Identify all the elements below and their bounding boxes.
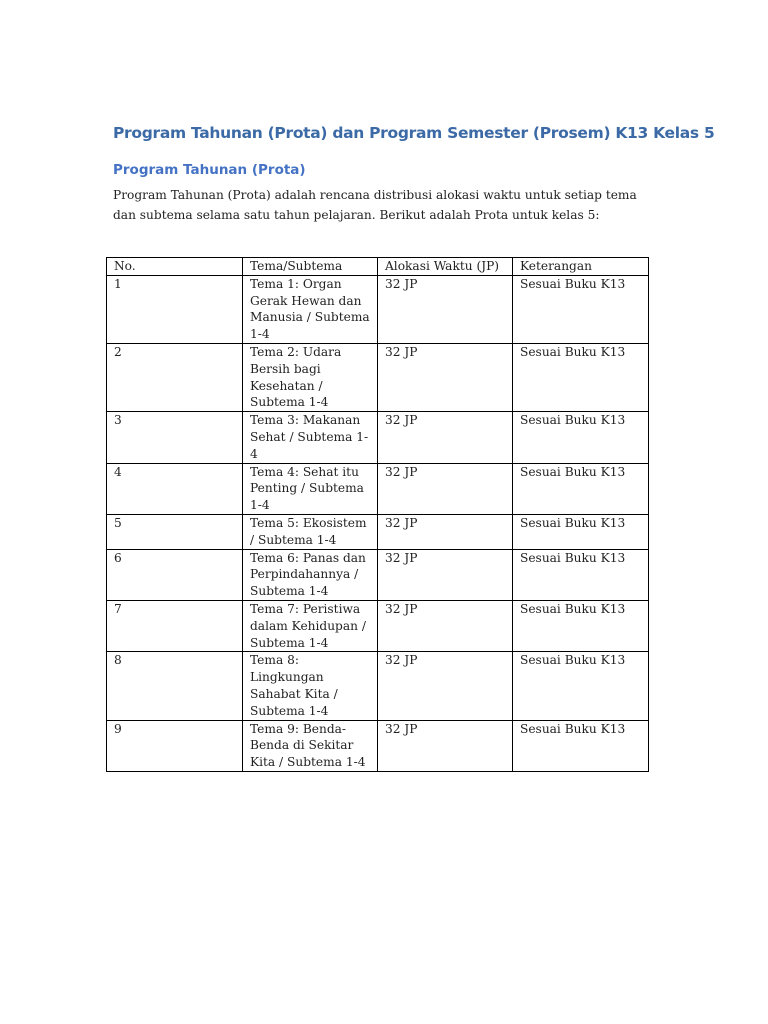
cell-keterangan: Sesuai Buku K13 [513,343,649,411]
cell-no: 7 [107,600,243,651]
cell-keterangan: Sesuai Buku K13 [513,412,649,463]
cell-no: 6 [107,549,243,600]
cell-tema: Tema 1: Organ Gerak Hewan dan Manusia / Subtema 1-4 [243,275,378,343]
table-header-row [107,258,649,276]
table-row [107,652,649,720]
cell-keterangan: Sesuai Buku K13 [513,600,649,651]
prota-table [106,257,649,772]
header-cell-no: No. [107,258,243,276]
cell-keterangan: Sesuai Buku K13 [513,652,649,720]
table-row [107,720,649,771]
table-row [107,600,649,651]
table-row [107,275,649,343]
table-row [107,412,649,463]
cell-tema: Tema 5: Ekosistem / Subtema 1-4 [243,514,378,549]
cell-no: 9 [107,720,243,771]
intro-paragraph: Program Tahunan (Prota) adalah rencana distribusi alokasi waktu untuk setiap tema dan subtema selama satu tahun pelajaran. Berikut adalah Prota untuk kelas 5: [113,188,637,222]
cell-no: 2 [107,343,243,411]
cell-tema: Tema 2: Udara Bersih bagi Kesehatan / Subtema 1-4 [243,343,378,411]
cell-tema: Tema 4: Sehat itu Penting / Subtema 1-4 [243,463,378,514]
header-cell-tema: Tema/Subtema [243,258,378,276]
cell-alokasi: 32 JP [378,275,513,343]
cell-keterangan: Sesuai Buku K13 [513,720,649,771]
document-title: Program Tahunan (Prota) dan Program Semester (Prosem) K13 Kelas 5 [113,124,715,142]
cell-tema: Tema 8: Lingkungan Sahabat Kita / Subtema 1-4 [243,652,378,720]
header-cell-alokasi: Alokasi Waktu (JP) [378,258,513,276]
cell-alokasi: 32 JP [378,600,513,651]
cell-alokasi: 32 JP [378,549,513,600]
cell-keterangan: Sesuai Buku K13 [513,275,649,343]
cell-keterangan: Sesuai Buku K13 [513,463,649,514]
section-heading: Program Tahunan (Prota) [113,162,306,178]
cell-alokasi: 32 JP [378,652,513,720]
cell-no: 1 [107,275,243,343]
cell-keterangan: Sesuai Buku K13 [513,549,649,600]
table-row [107,549,649,600]
cell-keterangan: Sesuai Buku K13 [513,514,649,549]
cell-alokasi: 32 JP [378,463,513,514]
cell-tema: Tema 7: Peristiwa dalam Kehidupan / Subtema 1-4 [243,600,378,651]
cell-no: 4 [107,463,243,514]
cell-alokasi: 32 JP [378,514,513,549]
cell-alokasi: 32 JP [378,412,513,463]
table-row [107,343,649,411]
cell-tema: Tema 6: Panas dan Perpindahannya / Subtema 1-4 [243,549,378,600]
cell-tema: Tema 3: Makanan Sehat / Subtema 1-4 [243,412,378,463]
table-row [107,463,649,514]
cell-alokasi: 32 JP [378,720,513,771]
cell-no: 8 [107,652,243,720]
cell-tema: Tema 9: Benda-Benda di Sekitar Kita / Subtema 1-4 [243,720,378,771]
table-row [107,514,649,549]
cell-alokasi: 32 JP [378,343,513,411]
cell-no: 5 [107,514,243,549]
header-cell-keterangan: Keterangan [513,258,649,276]
cell-no: 3 [107,412,243,463]
